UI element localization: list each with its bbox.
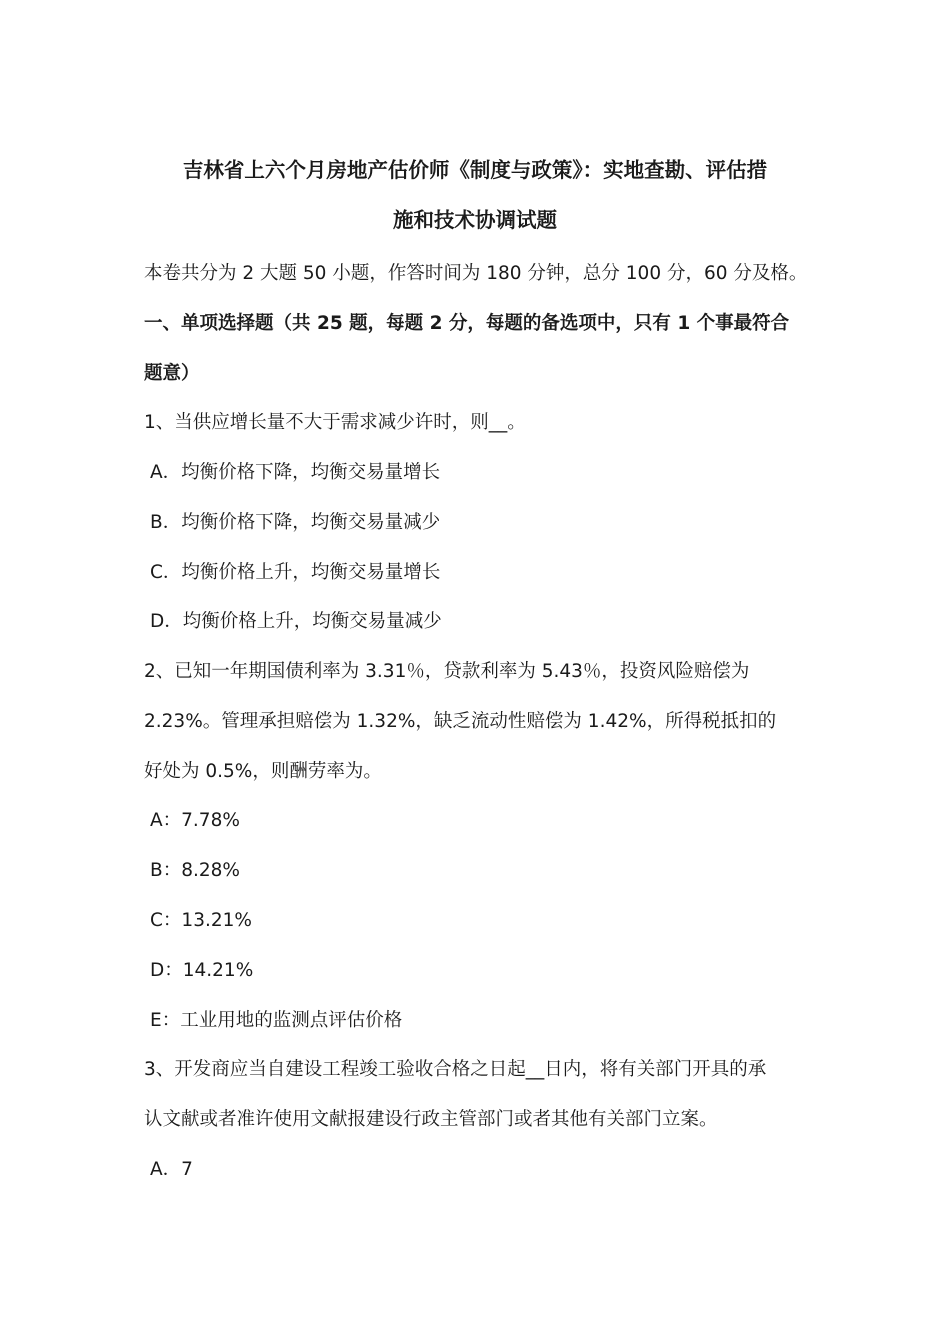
question-2-stem-line-3: 好处为 0.5%，则酬劳率为。	[144, 761, 382, 782]
question-1-option-a: A．均衡价格下降，均衡交易量增长	[150, 462, 441, 483]
question-3-option-a: A．7	[150, 1159, 193, 1180]
question-2-option-d: D：14.21%	[150, 960, 254, 981]
question-2-option-a: A：7.78%	[150, 810, 240, 831]
question-1-option-d: D．均衡价格上升，均衡交易量减少	[150, 611, 442, 632]
section-heading-line-1: 一、单项选择题（共 25 题，每题 2 分，每题的备选项中，只有 1 个事最符合	[144, 313, 790, 334]
question-2-stem-line-1: 2、已知一年期国债利率为 3.31％，贷款利率为 5.43％，投资风险赔偿为	[144, 661, 750, 682]
document-title-line-2: 施和技术协调试题	[393, 208, 557, 232]
question-2-option-e: E：工业用地的监测点评估价格	[150, 1010, 403, 1031]
question-1-option-c: C．均衡价格上升，均衡交易量增长	[150, 562, 441, 583]
question-2-option-b: B：8.28%	[150, 860, 240, 881]
question-3-stem-line-1: 3、开发商应当自建设工程竣工验收合格之日起__日内，将有关部门开具的承	[144, 1059, 767, 1080]
section-heading-line-2: 题意）	[144, 363, 200, 384]
document-title-line-1: 吉林省上六个月房地产估价师《制度与政策》：实地查勘、评估措	[182, 158, 768, 182]
question-2-stem-line-2: 2.23%。管理承担赔偿为 1.32%，缺乏流动性赔偿为 1.42%，所得税抵扣的	[144, 711, 777, 732]
question-1-option-b: B．均衡价格下降，均衡交易量减少	[150, 512, 441, 533]
exam-intro: 本卷共分为 2 大题 50 小题，作答时间为 180 分钟，总分 100 分，60 分及格。	[144, 263, 808, 284]
question-3-stem-line-2: 认文献或者准许使用文献报建设行政主管部门或者其他有关部门立案。	[144, 1109, 718, 1130]
question-2-option-c: C：13.21%	[150, 910, 252, 931]
question-1-stem: 1、当供应增长量不大于需求减少许时，则__。	[144, 412, 526, 433]
